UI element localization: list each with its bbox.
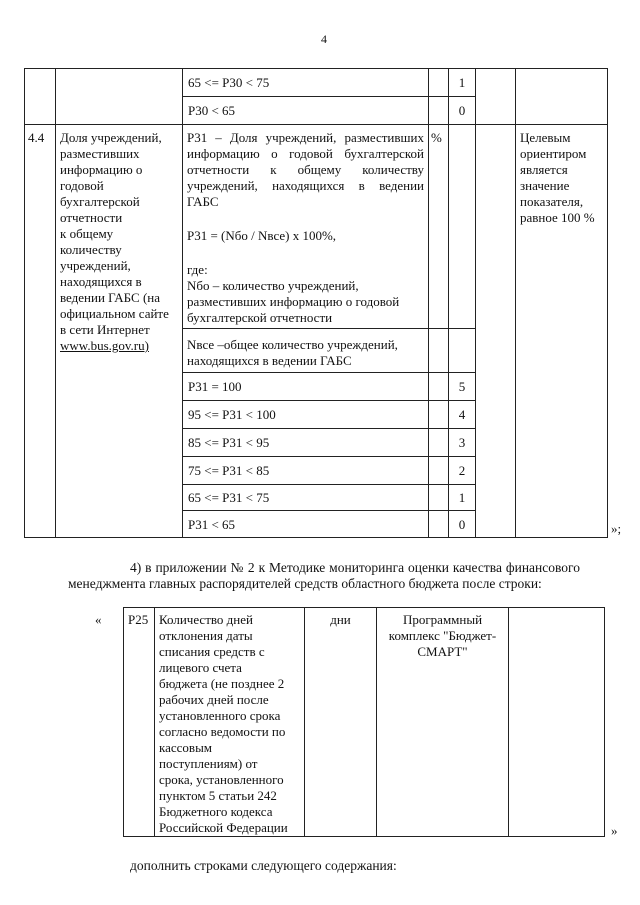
condition-cell: P31 = 100 bbox=[188, 379, 242, 394]
score-cell: 1 bbox=[458, 75, 466, 90]
score-cell: 5 bbox=[458, 379, 466, 394]
indicator-name: Доля учреждений, разместивших информацию о годовой бухгалтерской отчетности к общему количеству учреждений, находящихся в ведении ГАБС (на официальном сайте в сети Интернет bbox=[60, 130, 169, 337]
nall-definition: Nвсе –общее количество учреждений, находящихся в ведении ГАБС bbox=[187, 337, 398, 368]
condition-cell: 65 <= P30 < 75 bbox=[188, 75, 270, 90]
unit-cell: дни bbox=[330, 612, 351, 627]
score-cell: 4 bbox=[458, 407, 466, 422]
target-cell: Целевым ориентиром является значение показателя, равное 100 % bbox=[520, 130, 595, 225]
closing-mark: »; bbox=[611, 521, 622, 536]
score-cell: 2 bbox=[458, 463, 466, 478]
condition-cell: 75 <= P31 < 85 bbox=[188, 463, 270, 478]
condition-cell: 65 <= P31 < 75 bbox=[188, 490, 270, 505]
score-cell: 0 bbox=[458, 517, 466, 532]
score-cell: 3 bbox=[458, 435, 466, 450]
formula: P31 = (Nбо / Nвсе) x 100%, bbox=[187, 228, 337, 243]
nbo-definition: Nбо – количество учреждений, разместивших информацию о годовой бухгалтерской отчетности bbox=[187, 278, 400, 325]
amendment-paragraph: 4) в приложении № 2 к Методике мониторинга оценки качества финансового менеджмента главных распорядителей средств областного бюджета после строки: bbox=[68, 560, 580, 591]
condition-cell: 85 <= P31 < 95 bbox=[188, 435, 270, 450]
source-cell: Программный комплекс "Бюджет- СМАРТ" bbox=[388, 612, 497, 659]
condition-cell: P30 < 65 bbox=[188, 103, 236, 118]
condition-cell: P31 < 65 bbox=[188, 517, 236, 532]
description-main: P31 – Доля учреждений, разместивших информацию о годовой бухгалтерской отчетности к общему количеству учреждений, находящихся в ведении ГАБС bbox=[187, 130, 424, 209]
open-quote: « bbox=[95, 612, 102, 627]
score-cell: 0 bbox=[458, 103, 466, 118]
unit-cell: % bbox=[431, 130, 442, 145]
row-number: 4.4 bbox=[28, 130, 45, 145]
score-cell: 1 bbox=[458, 490, 466, 505]
condition-cell: 95 <= P31 < 100 bbox=[188, 407, 276, 422]
indicator-code: P25 bbox=[128, 612, 149, 627]
indicator-name: Количество дней отклонения даты списания средств с лицевого счета бюджета (не позднее 2 рабочих дней после установленного срока согласно ведомости по кассовым поступлениям) от срока, установленного пунктом 5 статьи 242 Бюджетного кодекса Российской Федерации bbox=[159, 612, 288, 835]
footer-text: дополнить строками следующего содержания: bbox=[130, 858, 397, 873]
close-quote: » bbox=[611, 823, 618, 838]
indicator-link: www.bus.gov.ru) bbox=[60, 338, 149, 353]
where-label: где: bbox=[187, 262, 208, 277]
page-number: 4 bbox=[321, 32, 327, 46]
